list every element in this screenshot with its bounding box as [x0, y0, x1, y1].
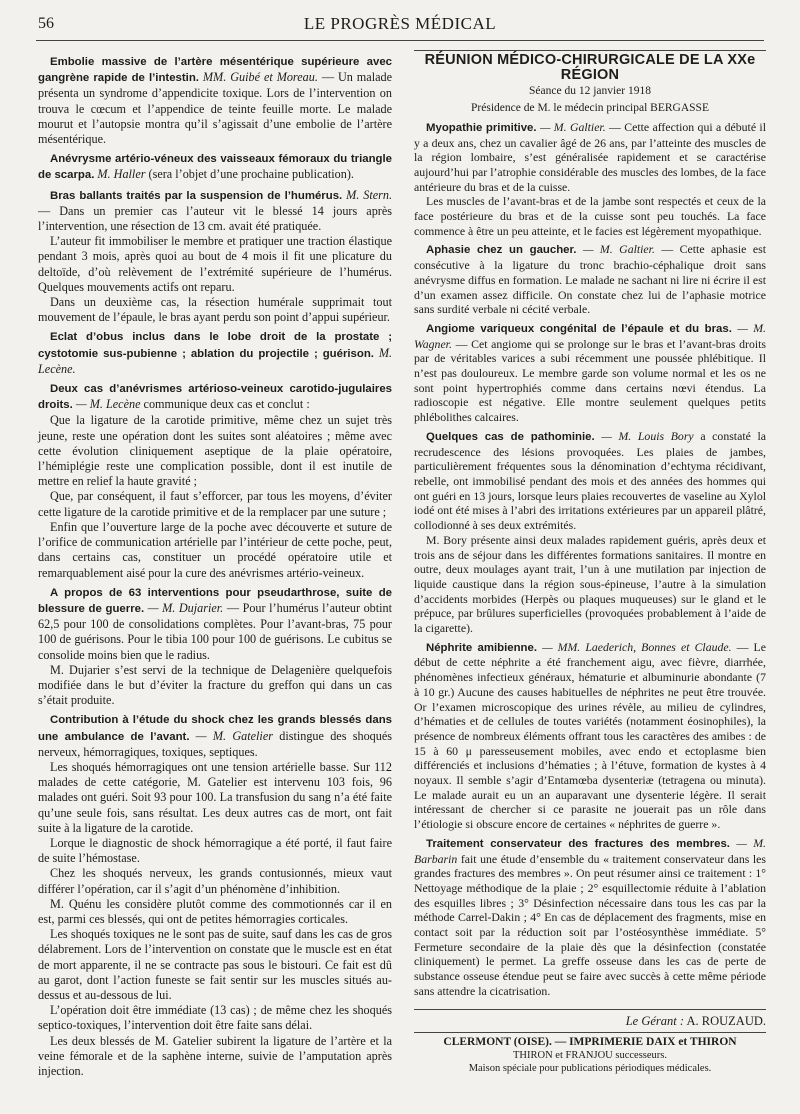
imprint: [414, 1032, 766, 1075]
article-paragraph: Enfin que l’ouverture large de la poche avec découverte et suture de l’orifice de communication artérielle par l’intérieur de cette poche, peut, dans certains cas, constituer un procédé opératoire utile et remarquablement aisé pour la cure des anévrismes artério-veineux.: [38, 519, 392, 580]
article-lead: [38, 381, 392, 413]
article-text: — Cette aphasie est consécutive à la ligature du tronc brachio-céphalique droit sans anévrysme diffus en formation. Le malade ne sachant ni lire ni écrire il est d’un examen assez difficile. On constate chez lui de l’aphasie motrice sans surdité verbale ni cécité verbale.: [414, 242, 766, 317]
imprint-printer: CLERMONT (OISE). — IMPRIMERIE DAIX et THIRON: [443, 1036, 737, 1049]
header-rule: [36, 40, 764, 41]
article-text: — Pour l’humérus l’auteur obtint 62,5 pour 100 de consolidations complètes. Pour l’avant-bras, 75 pour 100 de guérisons. Pour le tibia 100 pour 100 de guérisons. Le cubitus se consolide moins bien que le radius.: [38, 600, 393, 662]
article: [414, 640, 766, 832]
article-authors: — M. Galtier.: [539, 119, 606, 134]
article-authors: — M. Dujarier.: [147, 600, 224, 615]
article-authors: — MM. Laederich, Bonnes et Claude.: [542, 639, 732, 654]
article-authors: — M. Barbarin: [414, 835, 767, 866]
article-paragraph: Lorque le diagnostic de shock hémorragique a été porté, il faut faire de suite l’hémostase.: [38, 835, 392, 866]
article-heading: Angiome variqueux congénital de l’épaule et du bras.: [426, 322, 732, 335]
imprint-house: Maison spéciale pour publications périodiques médicales.: [468, 1063, 712, 1075]
article-paragraph: M. Quénu les considère plutôt comme des commotionnés car il en est, parmi ces blessés, qui ont de petites hémorragies corticales.: [38, 896, 392, 926]
gerant-line: [414, 1009, 766, 1029]
article-paragraph: Les deux blessés de M. Gatelier subirent la ligature de l’artère et la veine fémorale et de la saphène interne, suivie de l’amputation après injection.: [38, 1033, 392, 1078]
article: [38, 712, 392, 1079]
article-authors: — M. Gatelier: [195, 728, 273, 743]
article: [38, 381, 392, 581]
gerant-name: A. ROUZAUD.: [686, 1013, 766, 1028]
imprint-successors: THIRON et FRANJOU successeurs.: [513, 1050, 667, 1062]
article-paragraph: M. Bory présente ainsi deux malades rapidement guéris, après deux et trois ans de séjour dans les différentes formations sanitaires. Il montre en outre, deux moulages ayant trait, l’un à une mutilation par injection de liquide caustique dans la région sous-épineuse, l’autre à la simulation d’accidents morbides (Herpès ou plaques muqueuses) sur le gland et le prépuce, par brûlures superficielles (provoquées probablement à l’aide de la cigarette).: [414, 532, 766, 636]
article-heading: Embolie massive de l’artère mésentérique supérieure avec gangrène rapide de l’intestin.: [38, 56, 392, 85]
article-lead: [38, 712, 392, 760]
right-column: [414, 50, 766, 1075]
session-date: Séance du 12 janvier 1918: [529, 85, 651, 98]
running-title: LE PROGRÈS MÉDICAL: [303, 14, 497, 33]
article-paragraph: L’auteur fit immobiliser le membre et pratiquer une traction élastique pendant 3 mois, après quoi au bout de 4 mois il fit une plicature du deltoïde, d’où relèvement de l’extrémité supérieure de l’humérus. Quelques mouvements actifs ont reparu.: [38, 234, 392, 294]
article: [38, 54, 392, 147]
article: [38, 188, 392, 326]
article-paragraph: Chez les shoqués nerveux, les grands contusionnés, mieux vaut différer l’opération, car il s’agit d’un phénomène d’inhibition.: [38, 866, 392, 896]
article-paragraph: Dans un deuxième cas, la résection humérale supprimait tout mouvement de l’épaule, le bras ayant perdu son point d’appui supérieur.: [38, 295, 392, 325]
article-text: — Le début de cette néphrite a été franchement aigu, avec fièvre, diarrhée, phénomènes infectieux généraux, hématurie et albuminurie abondante (7 à 10 gr.) Aucune des causes habituelles de néphrites ne peut être trouvée. Or l’examen microscopique des urines révèle, au milieu de cylindres, d’hématies et de cellules de toutes variétés (notamment éosinophiles), la présence de nombreux éléments offrant tous les caractères des amibes : de 15 à 60 μ paresseusement mobiles, avec endo et ectoplasme bien différenciés et inclusions d’hématies ; à l’étuve, formation de kystes à 4 noyaux. Il semble s’agir d’Entamœba dysenteriæ (tetragena ou minuta). Le malade aurait eu un an auparavant une dysenterie légère. Il serait intéressant de chercher si ce parasite ne jouerait pas un rôle dans l’étiologie si obscure encore de certaines « néphrites de guerre ».: [414, 639, 766, 832]
article-heading: Traitement conservateur des fractures des membres.: [426, 837, 730, 850]
article-lead: [38, 188, 392, 235]
article-text: (sera l’objet d’une prochaine publication).: [148, 167, 354, 182]
article-text: — Cet angiome qui se prolonge sur le bras et l’avant-bras droits par de véritables varices a subi récemment une poussée phlébitique. Il n’est pas douloureux. Le membre garde son volume normal et les os ne sont point hypertrophiés comme dans certains nœvi étendus. La radioscopie est négative. Elle montre seulement quelques petits phlébolithes calcaires.: [414, 336, 766, 425]
article: [414, 429, 766, 636]
article-paragraph: Que, par conséquent, il faut s’efforcer, par tous les moyens, d’éviter cette ligature de la carotide primitive et de la remplacer par une suture ;: [38, 489, 392, 519]
article-heading: Néphrite amibienne.: [426, 641, 537, 654]
article-heading: Aphasie chez un gaucher.: [426, 244, 577, 257]
article-paragraph: M. Dujarier s’est servi de la technique de Delagenière quelquefois modifiée dans le but d’éviter la fracture du greffon qui dans un cas s’était produite.: [38, 662, 392, 708]
left-column: [38, 50, 392, 1079]
article-lead: [38, 329, 392, 377]
article-text: distingue des shoqués nerveux, hémorragiques, toxiques, septiques.: [38, 728, 393, 759]
article-paragraph: Les muscles de l’avant-bras et de la jambe sont respectés et ceux de la face postérieure du bras et de la cuisse sont peu touchés. La face commence à être un peu atteinte, et le facies est légèrement myopathique.: [414, 194, 766, 238]
article-paragraph: Les shoqués toxiques ne le sont pas de suite, sauf dans les cas de gros délabrement. Lors de l’intervention on constate que le muscle est en état de mort apparente, il ne se contracte pas sous le bistouri. Ce fait est dû au garot, dont l’action funeste se fait sentir sur les muscles situés au-dessus et au-dessous de lui.: [38, 927, 392, 1002]
article: [414, 120, 766, 239]
article-heading: Contribution à l’étude du shock chez les grands blessés dans une ambulance de l’avant.: [38, 714, 392, 743]
article: [414, 242, 766, 317]
article-authors: M. Lecène.: [38, 345, 393, 376]
article-authors: M. Stern.: [346, 187, 392, 202]
article-authors: — M. Galtier.: [582, 242, 655, 257]
article-text: a constaté la recrudescence des lésions provoquées. Les plaies de jambes, particulièrement fréquentes sous la dénomination d’echtyma récidivant, rebelle, ont immobilisé pendant des mois et des années des hommes qui ont guéri en 13 jours, lorsque leurs plaies recouvertes de vaseline au Xylol iodé ont été mises à l’abri des irritations extérieures par un appareil plâtré, collodionné à ses deux extrémités.: [414, 428, 766, 533]
article-paragraph: L’opération doit être immédiate (13 cas) ; de même chez les shoqués septico-toxiques, l’intervention doit être faite sans délai.: [38, 1003, 392, 1033]
article-heading: Myopathie primitive.: [426, 121, 537, 134]
article: [38, 151, 392, 183]
gerant-label: Le Gérant :: [625, 1013, 685, 1028]
article-lead: [414, 640, 766, 832]
article-authors: M. Haller: [97, 167, 146, 182]
article-text: — Dans un premier cas l’auteur vit le blessé 14 jours après l’intervention, une résection de 13 cm. avait été pratiquée.: [38, 203, 392, 234]
article-authors: MM. Guibé et Moreau.: [202, 70, 318, 85]
article-text: — Cette affection qui a débuté il y a deux ans, chez un cavalier âgé de 26 ans, par l’atteinte des muscles de la région lombaire, s’est généralisée rapidement et se caractérise aujourd’hui par l’atrophie considérable des muscles des lombes, de la face antérieure du bras et de la cuisse.: [414, 119, 766, 194]
article-heading: Quelques cas de pathominie.: [426, 430, 595, 443]
article-lead: [414, 836, 766, 999]
article-lead: [414, 321, 766, 425]
article: [38, 585, 392, 709]
article-heading: Deux cas d’anévrismes artérioso-veineux carotido-jugulaires droits.: [38, 383, 392, 412]
presidency: Présidence de M. le médecin principal BERGASSE: [471, 102, 709, 115]
article-text: fait une étude d’ensemble du « traitement conservateur dans les grandes fractures des membres ». On peut résumer ainsi ce traitement : 1° Nettoyage méthodique de la plaie ; 2° esquillectomie réduite à l’ablation des esquilles libres ; 3° Désinfection nécessaire dans tous les cas par la méthode Carrel-Dakin ; 4° En cas de déplacement des fragments, mise en contact soit par la réduction soit par l’ostéosynthèse immédiate. 5° Fermeture secondaire de la plaie dès que la désinfection (constatée cliniquement) le permet. La greffe osseuse dans les cas de perte de substance osseuse étendue peut se faire avec succès à cette même période sans attendre la cicatrisation.: [414, 851, 766, 998]
article-paragraph: Les shoqués hémorragiques ont une tension artérielle basse. Sur 112 malades de cette catégorie, M. Gatelier est intervenu 103 fois, 96 malades ont guéri. Soit 93 pour 100. La transfusion du sang n’a été faite qu’une seule fois, sans résultat. Les deux autres cas de mort, ont fait suite à la ligature de la carotide.: [38, 759, 392, 835]
article-authors: — M. Wagner.: [414, 320, 766, 351]
article-lead: [38, 585, 392, 663]
article: [414, 836, 766, 999]
article-lead: [414, 429, 766, 533]
article-text: — Un malade présenta un syndrome d’appendicite toxique. Lors de l’intervention on trouva le cœcum et l’appendice de teinte feuille morte. Le malade mourut et l’autopsie montra qu’il s’agissait d’une embolie de l’artère mésentérique.: [38, 70, 392, 147]
article: [38, 329, 392, 377]
right-articles: [414, 120, 766, 999]
article-heading: A propos de 63 interventions pour pseudarthrose, suite de blessure de guerre.: [38, 586, 392, 615]
section-title: RÉUNION MÉDICO-CHIRURGICALE DE LA XXe RÉGION: [414, 50, 766, 82]
article-authors: — M. Lecène: [75, 397, 141, 412]
article-heading: Anévrysme artério-véneux des vaisseaux fémoraux du triangle de scarpa.: [38, 153, 392, 182]
page-number: 56: [38, 15, 54, 32]
article-lead: [38, 151, 392, 183]
article-text: communique deux cas et conclut :: [143, 397, 310, 412]
article-heading: Bras ballants traités par la suspension de l’humérus.: [50, 189, 343, 202]
article: [414, 321, 766, 425]
article-lead: [414, 120, 766, 195]
article-paragraph: Que la ligature de la carotide primitive, même chez un sujet très jeune, reste une opération dont les suites sont aléatoires ; même avec cette évolution cliniquement aseptique de la plaie opératoire, l’hémiplégie reste une complication possible, dont il est inutile de mettre en relief la haute gravité ;: [38, 413, 392, 489]
article-authors: — M. Louis Bory: [601, 428, 694, 443]
article-lead: [414, 242, 766, 317]
article-heading: Eclat d’obus inclus dans le lobe droit de la prostate ; cystotomie sus-pubienne ; ablation du projectile ; guérison.: [38, 331, 392, 360]
article-lead: [38, 54, 392, 147]
